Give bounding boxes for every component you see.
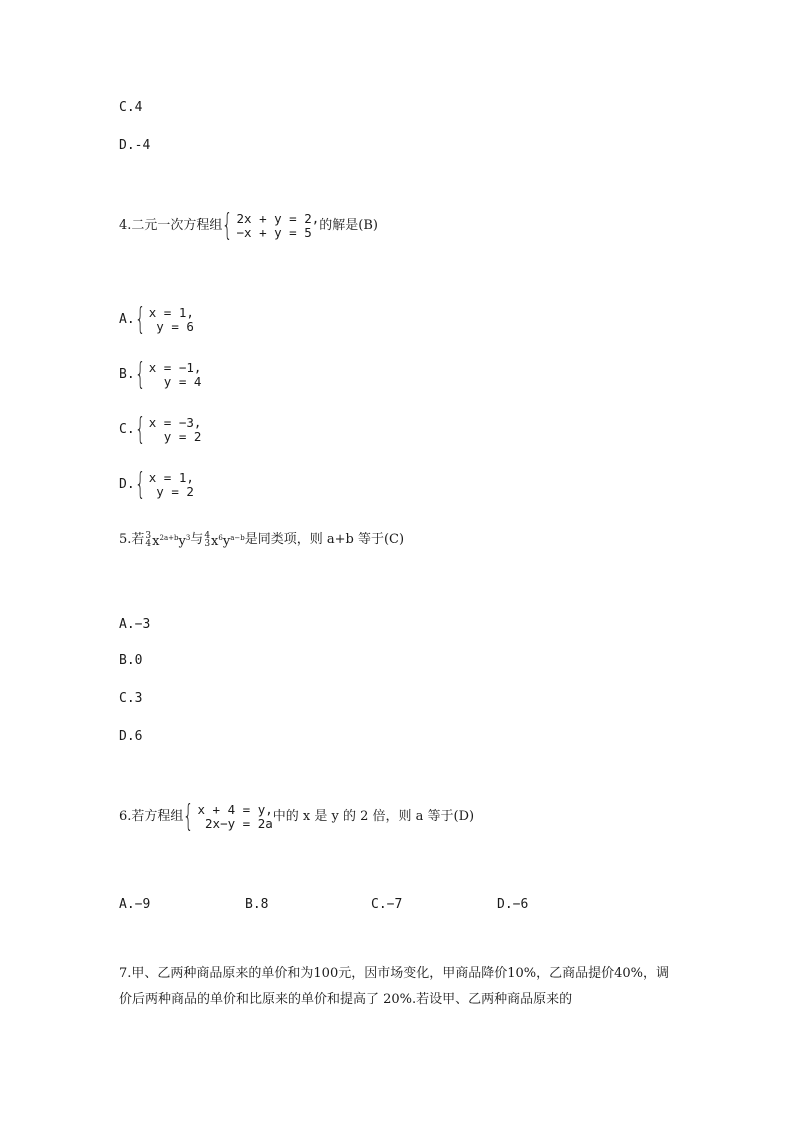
question-5 [119,530,404,550]
fraction-denominator: 4 [145,539,152,549]
q6-option-c: C.−7 [371,897,403,912]
q5-option-a: A.−3 [119,617,151,632]
option-label: C. [119,422,135,437]
q4-option-a [119,302,194,337]
question-4-system [237,212,320,240]
exponent: 3 [185,534,191,542]
exponent: 2a+b [159,534,179,542]
system-line: x = −3, [148,415,202,430]
option-label: D. [119,477,135,492]
option-c-prev: C.4 [119,100,143,115]
system-line: y = 4 [148,374,202,389]
question-5-tail: 是同类项，则 a+b 等于(C) [244,532,405,547]
question-7: 7.甲、乙两种商品原来的单价和为100元，因市场变化，甲商品降价10%，乙商品提价40%，调价后两种商品的单价和比原来的单价和提高了 20%.若设甲、乙两种商品原来的 [119,966,670,1007]
exponent: 6 [218,534,223,542]
term-2 [211,530,245,550]
question-6-stem: 6.若方程组 [119,809,184,824]
system-line: y = 2 [148,429,202,444]
fraction-denominator: 3 [204,539,211,549]
question-5-stem: 5.若 [119,532,145,547]
brace-icon: { [134,302,146,337]
system-line: x + 4 = y, [197,802,273,817]
exponent: a−b [230,534,245,542]
brace-icon: { [222,208,233,243]
variable: y [178,534,186,549]
brace-icon: { [183,799,194,834]
fraction-numerator: 3 [145,531,152,541]
question-6 [119,799,475,834]
option-system [149,471,194,499]
option-d-prev: D.-4 [119,138,151,153]
option-system [149,306,194,334]
fraction-numerator: 4 [204,531,211,541]
system-line: x = 1, [148,305,194,320]
q6-option-b: B.8 [245,897,269,912]
fraction [204,532,210,548]
question-4-tail: 的解是(B) [319,218,378,233]
brace-icon: { [134,467,146,502]
q4-option-b [119,357,202,392]
q5-option-c: C.3 [119,691,143,706]
connector: 与 [190,532,204,547]
system-line: 2x + y = 2, [236,211,320,226]
system-line: 2x−y = 2a [197,816,273,831]
q6-option-d: D.−6 [497,897,529,912]
variable: x [152,534,160,549]
question-6-system [198,803,273,831]
system-line: x = 1, [148,470,194,485]
question-4-stem: 4.二元一次方程组 [119,218,223,233]
option-label: B. [119,367,135,382]
q6-option-a: A.−9 [119,897,151,912]
q5-option-d: D.6 [119,729,143,744]
system-line: y = 6 [148,319,194,334]
brace-icon: { [134,412,146,447]
variable: x [211,534,219,549]
q5-option-b: B.0 [119,653,143,668]
term-1 [152,530,190,550]
option-system [149,416,202,444]
option-label: A. [119,312,135,327]
system-line: −x + y = 5 [236,225,312,240]
brace-icon: { [134,357,146,392]
question-6-tail: 中的 x 是 y 的 2 倍，则 a 等于(D) [272,809,475,824]
q4-option-d [119,467,194,502]
q4-option-c [119,412,202,447]
system-line: y = 2 [148,484,194,499]
variable: y [222,534,231,549]
question-4 [119,208,378,243]
system-line: x = −1, [148,360,202,375]
option-system [149,361,202,389]
fraction [145,532,151,548]
